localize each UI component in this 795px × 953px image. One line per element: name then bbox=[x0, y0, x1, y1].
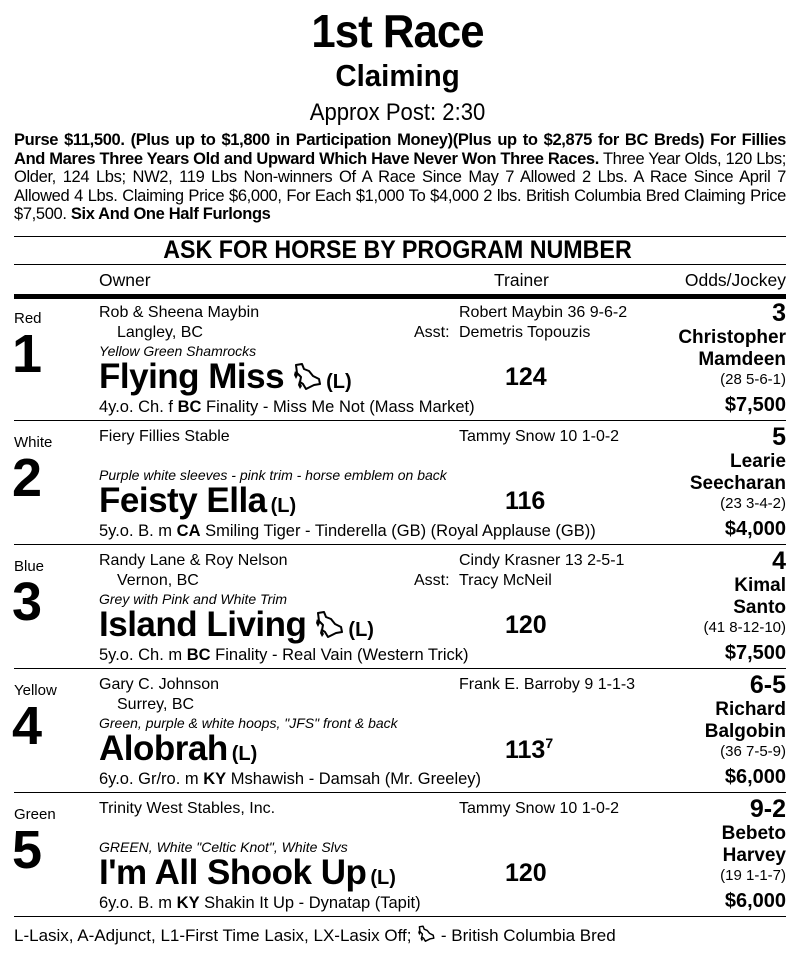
medication: (L) bbox=[370, 867, 396, 889]
pedigree-bred: KY bbox=[176, 894, 200, 912]
weight bbox=[505, 487, 545, 516]
horse bbox=[99, 605, 374, 645]
horse-name: I'm All Shook Up bbox=[99, 853, 367, 892]
british-columbia-map-icon bbox=[416, 925, 436, 948]
post-time: Approx Post: 2:30 bbox=[309, 99, 486, 126]
conditions-distance: Six And One Half Furlongs bbox=[70, 205, 271, 223]
pedigree-description: 4y.o. Ch. f bbox=[99, 398, 173, 416]
divider bbox=[14, 916, 786, 917]
pedigree-description: 6y.o. B. m bbox=[99, 894, 173, 912]
morning-line-odds: 3 bbox=[772, 299, 786, 327]
owner-location: Surrey, BC bbox=[117, 696, 195, 713]
claiming-price: $6,000 bbox=[724, 766, 786, 788]
claiming-price: $7,500 bbox=[724, 394, 786, 416]
jockey-stats: (41 8-12-10) bbox=[703, 619, 786, 636]
jockey-first-name: Christopher bbox=[678, 327, 786, 348]
jockey-last-name: Balgobin bbox=[704, 721, 786, 742]
race-type: Claiming bbox=[335, 58, 460, 93]
column-header-trainer: Trainer bbox=[494, 270, 549, 290]
jockey-name bbox=[705, 699, 786, 743]
pedigree bbox=[99, 646, 469, 665]
horse bbox=[99, 729, 257, 769]
jockey-stats: (19 1-1-7) bbox=[720, 867, 786, 884]
horse-name: Flying Miss bbox=[99, 357, 285, 396]
jockey-last-name: Santo bbox=[733, 597, 786, 618]
program-number: 3 bbox=[12, 572, 43, 632]
jockey-name bbox=[690, 451, 786, 495]
pedigree-bred: KY bbox=[203, 770, 227, 788]
silks-description: Yellow Green Shamrocks bbox=[99, 343, 257, 359]
pedigree-breeding: Finality - Miss Me Not (Mass Market) bbox=[206, 398, 475, 416]
claiming-price: $6,000 bbox=[724, 890, 786, 912]
trainer-name: Robert Maybin 36 9-6-2 bbox=[459, 304, 628, 321]
weight bbox=[505, 363, 547, 392]
pedigree bbox=[99, 398, 475, 417]
owner-location: Vernon, BC bbox=[117, 572, 199, 589]
weight-value: 124 bbox=[505, 363, 547, 391]
weight-value: 113 bbox=[505, 736, 546, 764]
jockey-last-name: Seecharan bbox=[689, 473, 786, 494]
saddle-cloth-color: Green bbox=[14, 806, 56, 823]
weight bbox=[505, 859, 547, 888]
pedigree-breeding: Finality - Real Vain (Western Trick) bbox=[215, 646, 469, 664]
program-number: 2 bbox=[12, 448, 43, 508]
assistant-label: Asst: bbox=[414, 572, 450, 589]
pedigree-bred: BC bbox=[177, 398, 202, 416]
entry-row-1 bbox=[0, 297, 795, 421]
owner-name: Randy Lane & Roy Nelson bbox=[99, 552, 288, 569]
weight bbox=[505, 735, 553, 765]
program-number: 4 bbox=[12, 696, 43, 756]
column-header-owner: Owner bbox=[99, 270, 151, 290]
horse-name: Alobrah bbox=[99, 729, 228, 768]
saddle-cloth-color: Blue bbox=[14, 558, 45, 575]
pedigree-breeding: Mshawish - Damsah (Mr. Greeley) bbox=[230, 770, 482, 788]
pedigree-bred: CA bbox=[176, 522, 201, 540]
trainer-name: Frank E. Barroby 9 1-1-3 bbox=[459, 676, 636, 693]
horse bbox=[99, 853, 396, 893]
jockey-stats: (36 7-5-9) bbox=[720, 743, 786, 760]
weight-allowance: 7 bbox=[545, 735, 554, 751]
conditions-weights: Three Year Olds, 120 Lbs; Older, 124 Lbs; NW2, 119 Lbs Non-winners Of A Race Since May 7 Allowed 2 Lbs. A Race Since April 7 Allowed 4 Lbs. Claiming Price $6,000, For Each $1,000 To $4,000 2 lbs. British Columbia Bred Claiming Price $7,500. bbox=[14, 149, 787, 223]
pedigree bbox=[99, 770, 481, 789]
legend-footer bbox=[14, 925, 616, 948]
horse bbox=[99, 357, 352, 397]
jockey-name bbox=[678, 327, 786, 371]
horse-name: Island Living bbox=[99, 605, 307, 644]
owner-name: Fiery Fillies Stable bbox=[99, 428, 230, 445]
saddle-cloth-color: Red bbox=[14, 310, 42, 327]
jockey-last-name: Mamdeen bbox=[698, 349, 786, 370]
owner-name: Trinity West Stables, Inc. bbox=[99, 800, 276, 817]
entry-row-4 bbox=[0, 669, 795, 793]
saddle-cloth-color: White bbox=[14, 434, 53, 451]
horse bbox=[99, 481, 296, 521]
medication: (L) bbox=[270, 495, 297, 517]
assistant-name: Tracy McNeil bbox=[459, 572, 552, 589]
race-title: 1st Race bbox=[311, 5, 484, 57]
entry-row-3 bbox=[0, 545, 795, 669]
entry-row-5 bbox=[0, 793, 795, 917]
silks-description: GREEN, White "Celtic Knot", White Slvs bbox=[99, 839, 348, 855]
program-number: 5 bbox=[12, 820, 43, 880]
assistant-trainer bbox=[414, 448, 459, 466]
assistant-trainer bbox=[414, 572, 552, 590]
pedigree-breeding: Smiling Tiger - Tinderella (GB) (Royal Applause (GB)) bbox=[205, 522, 596, 540]
weight-value: 120 bbox=[505, 859, 547, 887]
pedigree-description: 6y.o. Gr/ro. m bbox=[99, 770, 199, 788]
weight-value: 116 bbox=[505, 487, 546, 515]
claiming-price: $7,500 bbox=[724, 642, 786, 664]
pedigree-breeding: Shakin It Up - Dynatap (Tapit) bbox=[204, 894, 421, 912]
legend-text: L-Lasix, A-Adjunct, L1-First Time Lasix, LX-Lasix Off; bbox=[14, 926, 412, 945]
jockey-first-name: Bebeto bbox=[721, 823, 786, 844]
silks-description: Grey with Pink and White Trim bbox=[99, 591, 288, 607]
jockey-stats: (23 3-4-2) bbox=[720, 495, 786, 512]
weight bbox=[505, 611, 547, 640]
medication: (L) bbox=[348, 619, 374, 641]
pedigree bbox=[99, 522, 596, 541]
entry-row-2 bbox=[0, 421, 795, 545]
jockey-name bbox=[733, 575, 786, 619]
pedigree bbox=[99, 894, 421, 913]
silks-description: Green, purple & white hoops, "JFS" front & back bbox=[99, 715, 398, 731]
owner-name: Rob & Sheena Maybin bbox=[99, 304, 260, 321]
weight-value: 120 bbox=[505, 611, 547, 639]
saddle-cloth-color: Yellow bbox=[14, 682, 57, 699]
race-conditions bbox=[14, 131, 786, 224]
morning-line-odds: 6-5 bbox=[749, 671, 786, 699]
jockey-first-name: Richard bbox=[715, 699, 786, 720]
horse-name: Feisty Ella bbox=[99, 481, 267, 520]
silks-description: Purple white sleeves - pink trim - horse emblem on back bbox=[99, 467, 447, 483]
pedigree-description: 5y.o. B. m bbox=[99, 522, 173, 540]
trainer-name: Cindy Krasner 13 2-5-1 bbox=[459, 552, 625, 569]
assistant-trainer bbox=[414, 324, 590, 342]
assistant-label: Asst: bbox=[414, 324, 450, 341]
pedigree-description: 5y.o. Ch. m bbox=[99, 646, 183, 664]
british-columbia-map-icon bbox=[292, 362, 322, 397]
owner-location: Langley, BC bbox=[117, 324, 203, 341]
owner-name: Gary C. Johnson bbox=[99, 676, 220, 693]
jockey-first-name: Learie bbox=[730, 451, 786, 472]
pedigree-bred: BC bbox=[186, 646, 211, 664]
claiming-price: $4,000 bbox=[724, 518, 786, 540]
assistant-trainer bbox=[414, 820, 459, 838]
jockey-first-name: Kimal bbox=[734, 575, 786, 596]
conditions-purse: Purse $11,500. (Plus up to $1,800 in Participation Money)(Plus up to $2,875 for BC Breds) For Fillies And Mares Three Years Old and Upward Which Have Never Won Three Races. bbox=[14, 131, 786, 168]
assistant-trainer bbox=[414, 696, 459, 714]
jockey-last-name: Harvey bbox=[722, 845, 786, 866]
column-header-odds-jockey: Odds/Jockey bbox=[684, 270, 786, 290]
ask-banner: ASK FOR HORSE BY PROGRAM NUMBER bbox=[163, 236, 632, 264]
medication: (L) bbox=[326, 371, 352, 393]
morning-line-odds: 9-2 bbox=[749, 795, 786, 823]
jockey-name bbox=[722, 823, 786, 867]
morning-line-odds: 5 bbox=[772, 423, 786, 451]
morning-line-odds: 4 bbox=[772, 547, 786, 575]
trainer-name: Tammy Snow 10 1-0-2 bbox=[459, 428, 620, 445]
assistant-name: Demetris Topouzis bbox=[459, 324, 591, 341]
divider bbox=[14, 264, 786, 265]
jockey-stats: (28 5-6-1) bbox=[720, 371, 786, 388]
trainer-name: Tammy Snow 10 1-0-2 bbox=[459, 800, 620, 817]
british-columbia-map-icon bbox=[314, 610, 344, 645]
legend-bc-text: - British Columbia Bred bbox=[436, 926, 616, 945]
medication: (L) bbox=[231, 743, 258, 765]
program-number: 1 bbox=[12, 324, 43, 384]
